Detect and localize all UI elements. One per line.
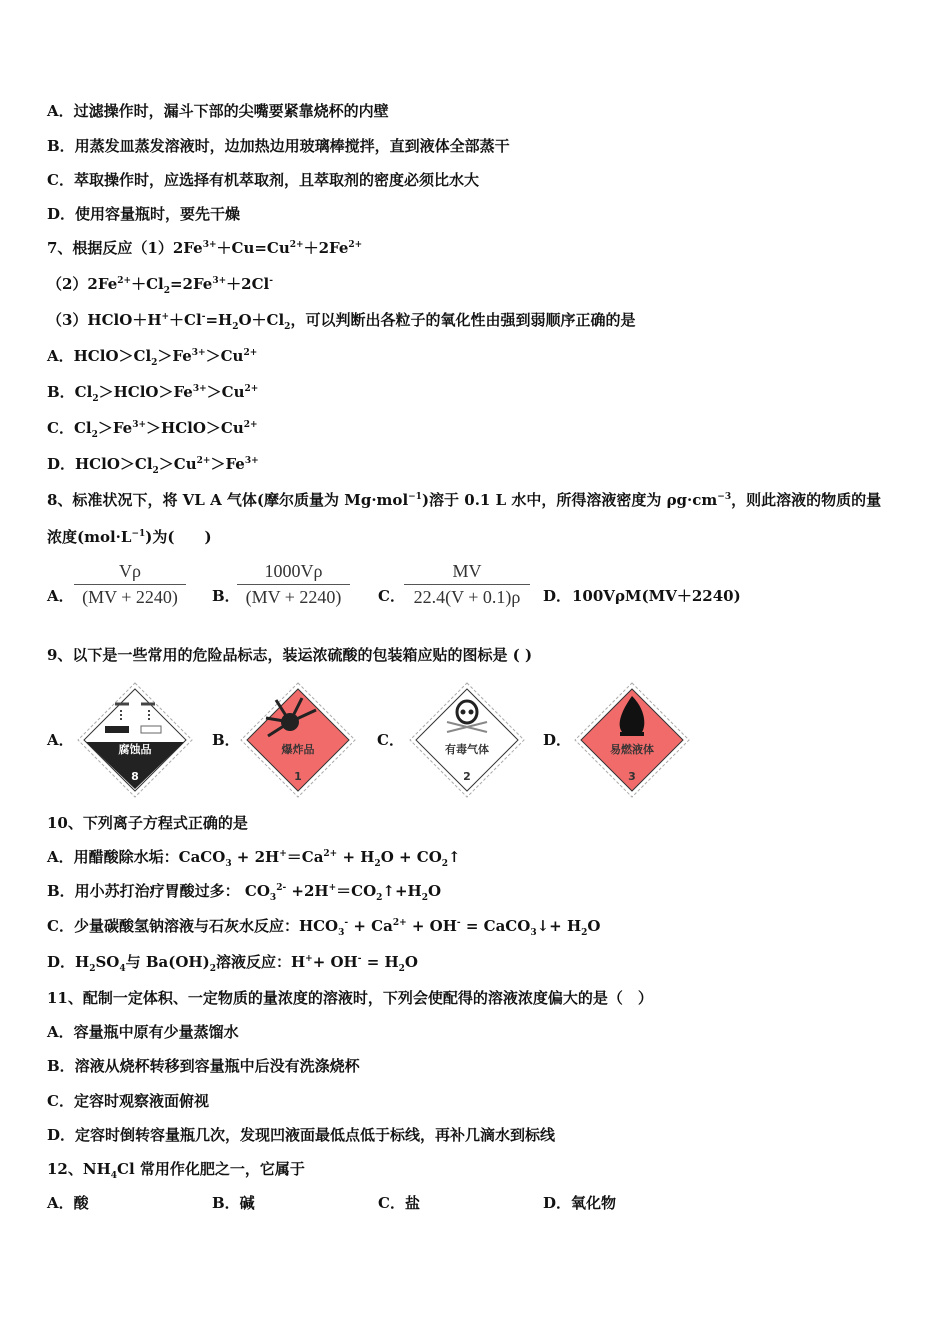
text-run: ＞Cu <box>205 347 244 365</box>
text-run: + <box>305 954 313 964</box>
text-run: ＞Fe <box>210 455 245 473</box>
text-run: 溶液反应：H <box>215 953 306 971</box>
text-run: 11、配制一定体积、一定物质的量浓度的溶液时，下列会使配得的溶液浓度偏大的是（ ） <box>47 989 653 1007</box>
text-run: ＋Cu=Cu <box>216 239 290 257</box>
text-run: 2 <box>421 893 428 903</box>
q8-option-d-text: 100VρM(MV＋2240) <box>572 587 741 605</box>
text-run: 2 <box>398 964 405 974</box>
text-line <box>47 310 635 330</box>
text-line <box>47 1056 360 1076</box>
text-line <box>47 1022 239 1042</box>
numerator: Vρ <box>119 561 141 581</box>
text-run: =2Fe <box>169 275 213 293</box>
text-run: 2 <box>163 286 170 296</box>
text-run: 10、下列离子方程式正确的是 <box>47 814 248 832</box>
text-line <box>47 916 600 936</box>
text-run: 4 <box>119 964 126 974</box>
text-line <box>47 274 273 294</box>
q12-option-d: D．氧化物 <box>543 1194 617 1212</box>
text-run: - <box>269 276 273 286</box>
text-run: + <box>279 849 287 859</box>
text-run: = H <box>361 953 399 971</box>
text-run: ＝CO <box>336 882 377 900</box>
text-run: ＞HClO＞Fe <box>98 383 193 401</box>
hazard-sign-text: 易燃液体 <box>610 743 654 756</box>
q9-option-label: D． <box>543 731 572 749</box>
text-run: B．用小苏打治疗胃酸过多： CO <box>47 882 270 900</box>
text-run: + <box>328 883 337 893</box>
text-run: ＋2Fe <box>303 239 349 257</box>
text-line <box>47 382 258 402</box>
explosive-icon <box>240 682 356 798</box>
text-run: O＋Cl <box>238 311 285 329</box>
text-line <box>47 881 441 901</box>
hazard-sign-text: 腐蚀品 <box>118 743 152 756</box>
text-run: 2+ <box>117 276 132 286</box>
text-run: A．过滤操作时，漏斗下部的尖嘴要紧靠烧杯的内壁 <box>47 102 389 120</box>
text-run: C．Cl <box>47 419 92 437</box>
text-run: 3 <box>225 859 232 869</box>
text-run: ，则此溶液的物质的量 <box>731 491 882 509</box>
text-run: 2+ <box>348 240 363 250</box>
text-run: C．定容时观察液面俯视 <box>47 1092 209 1110</box>
text-run: 3+ <box>202 240 217 250</box>
text-run: ＋Cl <box>131 275 164 293</box>
denominator: (MV + 2240) <box>237 584 350 609</box>
q8-option-b-label: B． <box>212 587 240 605</box>
text-run: =H <box>205 311 233 329</box>
text-run: = CaCO <box>460 917 531 935</box>
q12-option-a: A．酸 <box>47 1194 89 1212</box>
text-run: ＞Cu <box>158 455 197 473</box>
text-run: 2+ <box>243 420 258 430</box>
numerator: MV <box>452 561 482 581</box>
text-run: O <box>587 917 601 935</box>
text-line <box>47 101 389 121</box>
text-run: 3+ <box>191 348 206 358</box>
text-run: ＞Fe <box>157 347 192 365</box>
corrosive-icon <box>77 682 193 798</box>
text-run: ↑+H <box>382 882 422 900</box>
text-line <box>47 813 248 833</box>
text-run: 2 <box>91 430 98 440</box>
hazard-sign <box>240 682 356 798</box>
text-run: （3）HClO＋H <box>47 311 162 329</box>
q8-option-a-label: A． <box>47 587 74 605</box>
text-run: −3 <box>717 492 732 502</box>
text-run: C．萃取操作时，应选择有机萃取剂，且萃取剂的密度必须比水大 <box>47 171 479 189</box>
text-run: 3+ <box>244 456 259 466</box>
text-run: + <box>161 312 170 322</box>
hazard-sign <box>574 682 690 798</box>
text-run: O <box>404 953 418 971</box>
text-run: + Ca <box>348 917 393 935</box>
text-line <box>47 418 258 438</box>
text-line <box>47 1125 555 1145</box>
text-run: −1 <box>131 529 146 539</box>
text-run: A．容量瓶中原有少量蒸馏水 <box>47 1023 239 1041</box>
text-line <box>47 527 212 547</box>
text-run: +2H <box>286 882 329 900</box>
hazard-class-number: 1 <box>294 770 302 783</box>
q9-option-label: C． <box>377 731 404 749</box>
text-run: 3 <box>530 928 537 938</box>
text-run: D．HClO＞Cl <box>47 455 153 473</box>
text-run: - <box>456 918 461 928</box>
text-run: 7、根据反应（1）2Fe <box>47 239 203 257</box>
text-run: O + CO <box>380 848 442 866</box>
text-run: 2 <box>92 394 99 404</box>
text-line <box>47 988 653 1008</box>
text-run: + OH <box>406 917 457 935</box>
text-run: （2）2Fe <box>47 275 118 293</box>
text-run: 3 <box>269 893 277 903</box>
text-run: 9、以下是一些常用的危险品标志，装运浓硫酸的包装箱应贴的图标是 ( ) <box>47 646 533 664</box>
text-line <box>47 170 479 190</box>
text-run: 2+ <box>289 240 304 250</box>
hazard-class-number: 3 <box>628 770 636 783</box>
text-run: - <box>357 954 362 964</box>
text-line <box>47 1159 305 1179</box>
text-run: 2+ <box>392 918 407 928</box>
text-run: )溶于 0.1 L 水中，所得溶液密度为 ρg·cm <box>421 491 718 509</box>
text-line <box>47 136 510 156</box>
text-run: 2 <box>89 964 96 974</box>
text-run: - <box>201 312 206 322</box>
text-run: 2 <box>284 322 291 332</box>
q12-option-b: B．碱 <box>212 1194 255 1212</box>
hazard-class-number: 8 <box>131 770 139 783</box>
text-run: SO <box>95 953 120 971</box>
text-run: B．Cl <box>47 383 93 401</box>
text-run: 浓度(mol·L <box>47 528 132 546</box>
text-run: + 2H <box>231 848 280 866</box>
text-run: )为( ) <box>145 528 212 546</box>
text-run: 2+ <box>196 456 211 466</box>
q8-option-c-label: C． <box>378 587 405 605</box>
text-run: 2- <box>276 883 287 893</box>
text-line <box>47 346 257 366</box>
q8-option-d-label: D． <box>543 587 572 605</box>
text-run: 2 <box>581 928 588 938</box>
text-run: B．用蒸发皿蒸发溶液时，边加热边用玻璃棒搅拌，直到液体全部蒸干 <box>47 137 510 155</box>
text-run: O <box>428 882 442 900</box>
hazard-class-number: 2 <box>463 770 471 783</box>
q8-option-c-fraction <box>408 560 526 609</box>
text-run: ＞HClO＞Cu <box>146 419 244 437</box>
text-line <box>47 490 881 510</box>
hazard-sign <box>77 682 193 798</box>
q12-option-c: C．盐 <box>378 1194 420 1212</box>
text-run: 2 <box>374 859 381 869</box>
text-run: ，可以判断出各粒子的氧化性由强到弱顺序正确的是 <box>290 311 636 329</box>
q8-option-a-fraction <box>78 560 182 609</box>
text-run: 2 <box>151 358 158 368</box>
text-run: D．定容时倒转容量瓶几次，发现凹液面最低点低于标线，再补几滴水到标线 <box>47 1126 556 1144</box>
text-run: 3+ <box>132 420 147 430</box>
q9-option-label: A． <box>47 731 74 749</box>
denominator: 22.4(V + 0.1)ρ <box>404 584 530 609</box>
text-run: −1 <box>408 492 422 502</box>
text-run: 2 <box>209 964 216 974</box>
numerator: 1000Vρ <box>264 561 323 581</box>
text-line <box>47 238 362 258</box>
text-line <box>47 1091 209 1111</box>
denominator: (MV + 2240) <box>74 584 186 609</box>
text-run: A．HClO＞Cl <box>47 347 152 365</box>
text-run: D．H <box>47 953 90 971</box>
text-run: 4 <box>110 1171 118 1181</box>
text-run: ＝Ca <box>286 848 324 866</box>
text-run: ＋2Cl <box>226 275 270 293</box>
text-run: 2 <box>152 466 159 476</box>
text-run: 3+ <box>212 276 227 286</box>
text-run: 2 <box>441 859 449 869</box>
text-line <box>47 847 461 867</box>
text-run: 2+ <box>244 384 259 394</box>
text-run: 8、标准状况下，将 VL A 气体(摩尔质量为 Mg·mol <box>47 491 409 509</box>
flame-icon <box>574 682 690 798</box>
hazard-sign <box>409 682 525 798</box>
text-run: ＞Cu <box>206 383 245 401</box>
text-run: 12、NH <box>47 1160 111 1178</box>
text-run: ＞Fe <box>97 419 133 437</box>
text-run: ↓+ H <box>536 917 582 935</box>
text-line <box>47 204 240 224</box>
text-run: 2+ <box>243 348 258 358</box>
text-run: 2+ <box>323 849 338 859</box>
text-line <box>47 645 532 665</box>
text-run: ↑ <box>448 848 461 866</box>
text-run: Cl 常用作化肥之一，它属于 <box>117 1160 305 1178</box>
text-run: + H <box>337 848 375 866</box>
text-run: 与 Ba(OH) <box>125 953 210 971</box>
text-run: 2 <box>232 322 239 332</box>
text-run: 3+ <box>192 384 207 394</box>
hazard-sign-text: 有毒气体 <box>445 743 489 756</box>
text-run: B．溶液从烧杯转移到容量瓶中后没有洗涤烧杯 <box>47 1057 360 1075</box>
text-run: ＋Cl <box>169 311 202 329</box>
text-run: - <box>344 918 349 928</box>
q9-option-label: B． <box>212 731 240 749</box>
text-line <box>47 952 418 972</box>
text-run: 2 <box>376 893 383 903</box>
q8-option-b-fraction <box>241 560 346 609</box>
text-run: C．少量碳酸氢钠溶液与石灰水反应：HCO <box>47 917 339 935</box>
text-line <box>47 454 259 474</box>
text-run: A．用醋酸除水垢：CaCO <box>47 848 226 866</box>
text-run: D．使用容量瓶时，要先干燥 <box>47 205 241 223</box>
text-run: 3 <box>338 928 345 938</box>
skull-icon <box>409 682 525 798</box>
hazard-sign-text: 爆炸品 <box>281 743 315 756</box>
text-run: + OH <box>312 953 358 971</box>
